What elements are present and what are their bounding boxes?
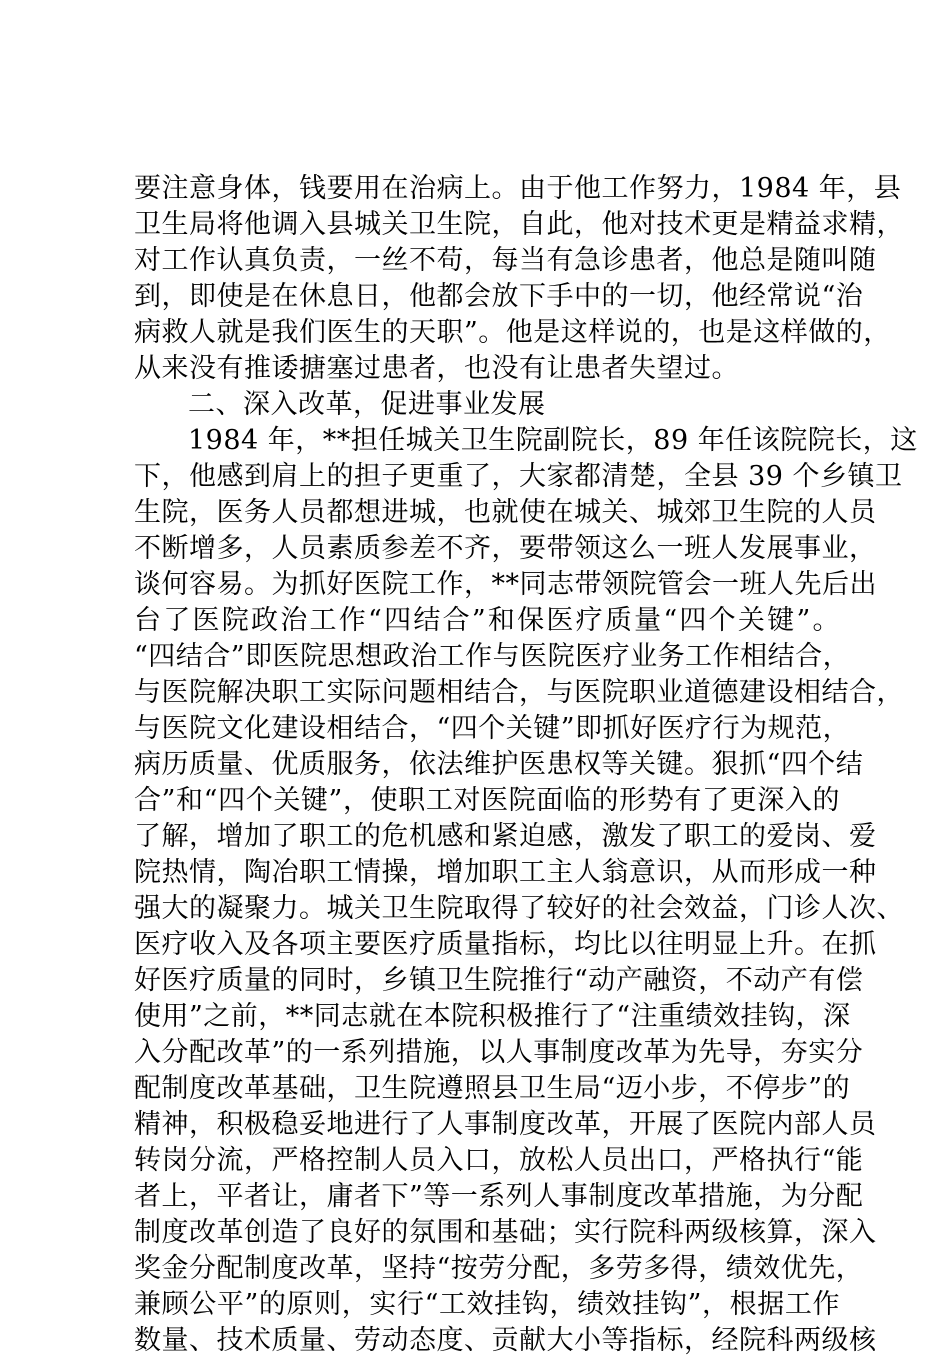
body-line: 兼顾公平”的原则，实行“工效挂钩，绩效挂钩”，根据工作 — [134, 1289, 840, 1320]
body-line: 台了医院政治工作“四结合”和保医疗质量“四个关键”。 — [134, 605, 840, 636]
body-line: “四结合”即医院思想政治工作与医院医疗业务工作相结合， — [134, 641, 851, 672]
body-line: 生院，医务人员都想进城，也就使在城关、城郊卫生院的人员 — [134, 497, 877, 528]
body-line: 要注意身体，钱要用在治病上。由于他工作努力，1984 年，县 — [134, 173, 902, 204]
body-line: 医疗收入及各项主要医疗质量指标，均比以往明显上升。在抓 — [134, 929, 877, 960]
body-line: 对工作认真负责，一丝不苟，每当有急诊患者，他总是随叫随 — [134, 245, 877, 276]
body-line: 数量、技术质量、劳动态度、贡献大小等指标，经院科两级核 — [134, 1325, 877, 1356]
body-line: 者上，平者让，庸者下”等一系列人事制度改革措施，为分配 — [134, 1181, 864, 1212]
body-line: 合”和“四个关键”，使职工对医院面临的形势有了更深入的 — [134, 785, 840, 816]
body-line: 制度改革创造了良好的氛围和基础；实行院科两级核算，深入 — [134, 1217, 877, 1248]
body-line: 谈何容易。为抓好医院工作，**同志带领院管会一班人先后出 — [134, 569, 877, 600]
body-line: 到，即使是在休息日，他都会放下手中的一切，他经常说“治 — [134, 281, 864, 312]
body-line: 与医院解决职工实际问题相结合，与医院职业道德建设相结合， — [134, 677, 904, 708]
body-line: 了解，增加了职工的危机感和紧迫感，激发了职工的爱岗、爱 — [134, 821, 877, 852]
body-line: 病历质量、优质服务，依法维护医患权等关键。狠抓“四个结 — [134, 749, 864, 780]
body-line: 病救人就是我们医生的天职”。他是这样说的，也是这样做的， — [134, 317, 891, 348]
body-line: 奖金分配制度改革，坚持“按劳分配，多劳多得，绩效优先， — [134, 1253, 864, 1284]
body-line: 使用”之前，**同志就在本院积极推行了“注重绩效挂钩，深 — [134, 1001, 851, 1032]
body-line: 卫生局将他调入县城关卫生院，自此，他对技术更是精益求精， — [134, 209, 904, 240]
body-line: 不断增多，人员素质参差不齐，要带领这么一班人发展事业， — [134, 533, 877, 564]
body-line: 入分配改革”的一系列措施，以人事制度改革为先导，夯实分 — [134, 1037, 864, 1068]
body-line: 1984 年，**担任城关卫生院副院长，89 年任该院院长，这 — [188, 425, 918, 456]
body-line: 院热情，陶冶职工情操，增加职工主人翁意识，从而形成一种 — [134, 857, 877, 888]
body-line: 好医疗质量的同时，乡镇卫生院推行“动产融资，不动产有偿 — [134, 965, 864, 996]
body-line: 从来没有推诿搪塞过患者，也没有让患者失望过。 — [134, 353, 739, 384]
body-line: 转岗分流，严格控制人员入口，放松人员出口，严格执行“能 — [134, 1145, 864, 1176]
body-line: 强大的凝聚力。城关卫生院取得了较好的社会效益，门诊人次、 — [134, 893, 904, 924]
body-line: 与医院文化建设相结合，“四个关键”即抓好医疗行为规范， — [134, 713, 851, 744]
section-heading: 二、深入改革，促进事业发展 — [188, 389, 546, 420]
body-line: 下，他感到肩上的担子更重了，大家都清楚，全县 39 个乡镇卫 — [134, 461, 903, 492]
body-line: 配制度改革基础，卫生院遵照县卫生局“迈小步，不停步”的 — [134, 1073, 851, 1104]
body-line: 精神，积极稳妥地进行了人事制度改革，开展了医院内部人员 — [134, 1109, 877, 1140]
